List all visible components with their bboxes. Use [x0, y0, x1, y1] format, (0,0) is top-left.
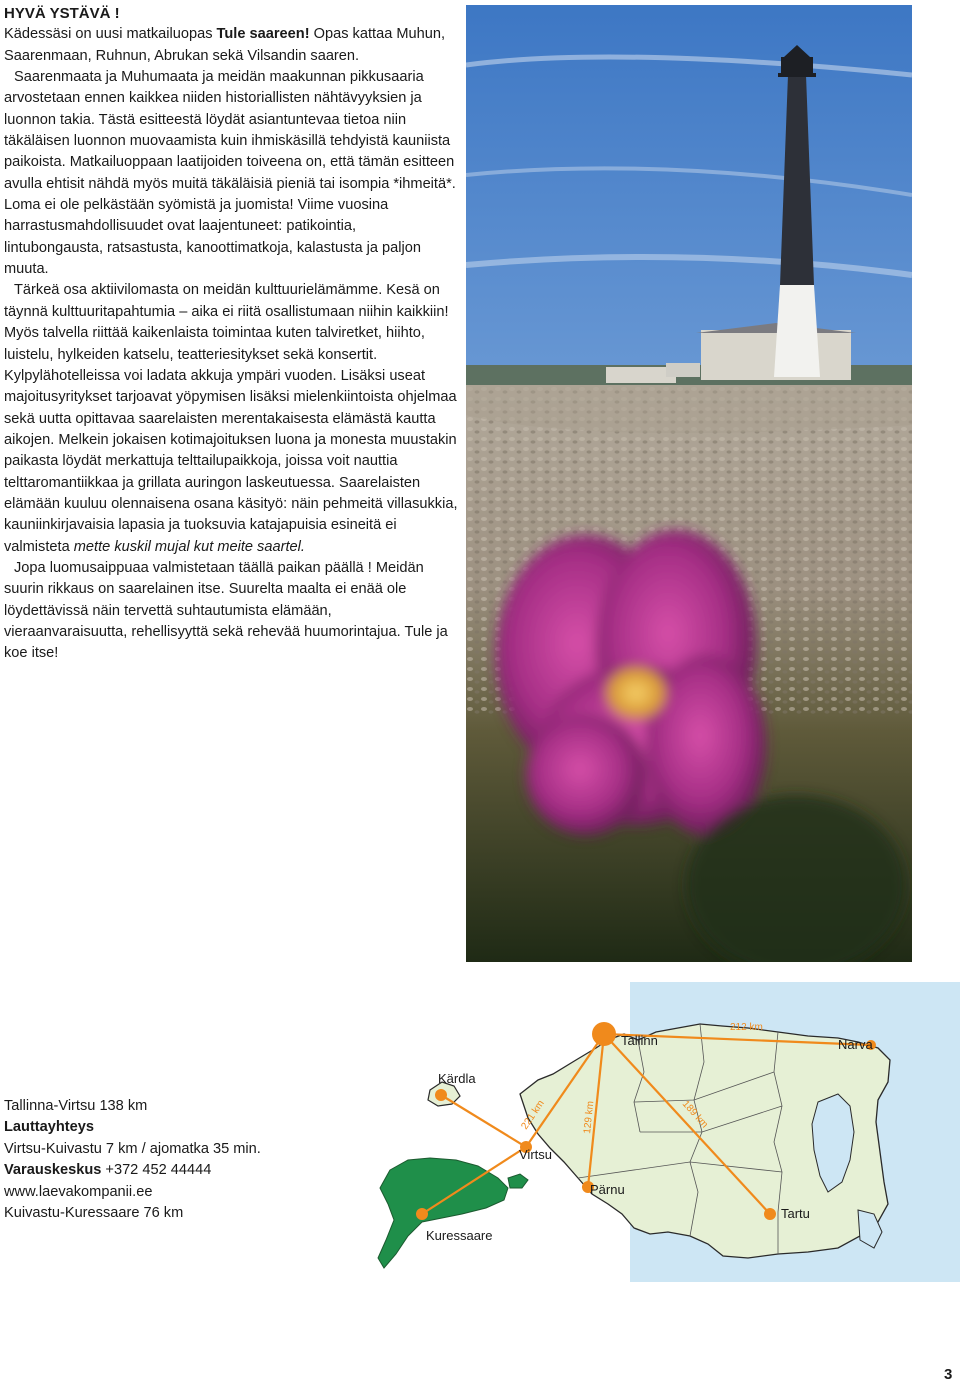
parnu-label: Pärnu: [590, 1182, 625, 1197]
ferry-heading: Lauttayhteys: [4, 1119, 95, 1136]
narva-label: Narva: [838, 1037, 873, 1052]
distance-tallinn-narva: 212 km: [730, 1022, 763, 1033]
tallinn-marker: [592, 1022, 616, 1046]
page-number: 3: [944, 1366, 953, 1383]
intro-paragraph: [4, 24, 459, 67]
ferry-website: www.laevakompanii.ee: [4, 1183, 153, 1200]
tartu-marker: [764, 1208, 776, 1220]
distance-tallinn-tartu: 189 km: [679, 1098, 710, 1131]
greeting-heading: HYVÄ YSTÄVÄ !: [4, 5, 120, 22]
distance-tallinn-virtsu: 221 km: [519, 1098, 547, 1132]
kardla-marker: [435, 1089, 447, 1101]
kardla-label: Kärdla: [438, 1071, 476, 1086]
kuressaare-label: Kuressaare: [426, 1228, 493, 1243]
lighthouse-photo: [466, 5, 912, 962]
virtsu-label: Virtsu: [519, 1147, 552, 1162]
tartu-label: Tartu: [781, 1206, 810, 1221]
booking-phone: +372 452 44444: [101, 1162, 212, 1179]
intro-text: Kädessäsi on uusi matkailuopas: [4, 26, 217, 43]
culture-text: Tärkeä osa aktiivilomasta on meidän kulttuurielämämme. Kesä on täynnä kulttuuritapahtumia – aika ei riitä osallistumaan niihin kaikkiin! Myös talvella riittää kaikenlaista toimintaa kuten talviretket, hiihto, luistelu, hylkeiden katselu, teatteriesitykset sekä konsertit. Kylpylähotelleissa voi ladata akkuja ympäri vuoden. Lisäksi useat majoitusyritykset tarjoavat yöpymisen lisäksi mielenkiintoista ohjelmaa sekä uutta opittavaa saarelaisten merentakaisesta elämästä kautta aikojen. Melkein jokaisen kotimajoituksen luona ja monesta muustakin paikasta löydät merkattuja telttailupaikkoja, joissa voit nauttia telttaromantiikkaa ja grillata auringon laskeutuessa. Saarelaisten elämään kuuluu olennaisena osana käsityö: näin pehmeitä villasukkia, kauniinkirjavaisia lapasia ja tuoksuvia katajapuisia esineitä ei valmisteta: [4, 282, 458, 555]
culture-paragraph: [4, 280, 459, 557]
route-tallinna-virtsu: Tallinna-Virtsu 138 km: [4, 1098, 148, 1114]
estonia-map: [338, 982, 960, 1282]
dialect-phrase: mette kuskil mujal kut meite saartel.: [73, 538, 305, 555]
distance-tallinn-parnu: 129 km: [582, 1100, 597, 1135]
route-kuivastu-kuressaare: Kuivastu-Kuressaare 76 km: [4, 1205, 184, 1222]
travel-info: [4, 1096, 261, 1224]
guide-title: Tule saareen!: [216, 26, 310, 43]
booking-label: Varauskeskus: [4, 1162, 102, 1179]
kuressaare-marker: [416, 1208, 428, 1220]
closing-paragraph: Jopa luomusaippuaa valmistetaan täällä paikan päällä ! Meidän suurin rikkaus on saarelainen itse. Suurelta maalta ei enää ole löydettävissä näin tervettä suhtautumista elämään, vieraanvaraisuutta, rehellisyyttä sekä rehevää huumorintajua. Tule ja koe itse!: [4, 559, 448, 662]
tallinn-label: Tallinn: [621, 1033, 658, 1048]
nature-paragraph: Saarenmaata ja Muhumaata ja meidän maakunnan pikkusaaria arvostetaan ennen kaikkea niiden historiallisten nähtävyyksien ja luonnon takia. Tästä esitteestä löydät asiantuntevaa tietoa niin täkäläisen luonnon muovaamista kuin ihmiskäsillä tehdyistä kauniista paikoista. Matkailuoppaan laatijoiden toiveena on, että tämän esitteen avulla ehtisit nähdä myös muitä täkäläisiä pieniä tai isompia *ihmeitä*. Loma ei ole pelkästään syömistä ja juomista! Viime vuosina harrastusmahdollisuudet ovat laajentuneet: patikointia, lintubongausta, ratsastusta, kanoottimatkoja, kalastusta ja paljon muuta.: [4, 69, 456, 278]
intro-text-end: Opas kattaa Muhun, Saarenmaan, Ruhnun, Abrukan sekä Vilsandin saaren.: [4, 26, 446, 64]
route-virtsu-kuivastu: Virtsu-Kuivastu 7 km / ajomatka 35 min.: [4, 1140, 261, 1157]
article-column: [4, 3, 459, 665]
booking-line: [4, 1160, 261, 1181]
